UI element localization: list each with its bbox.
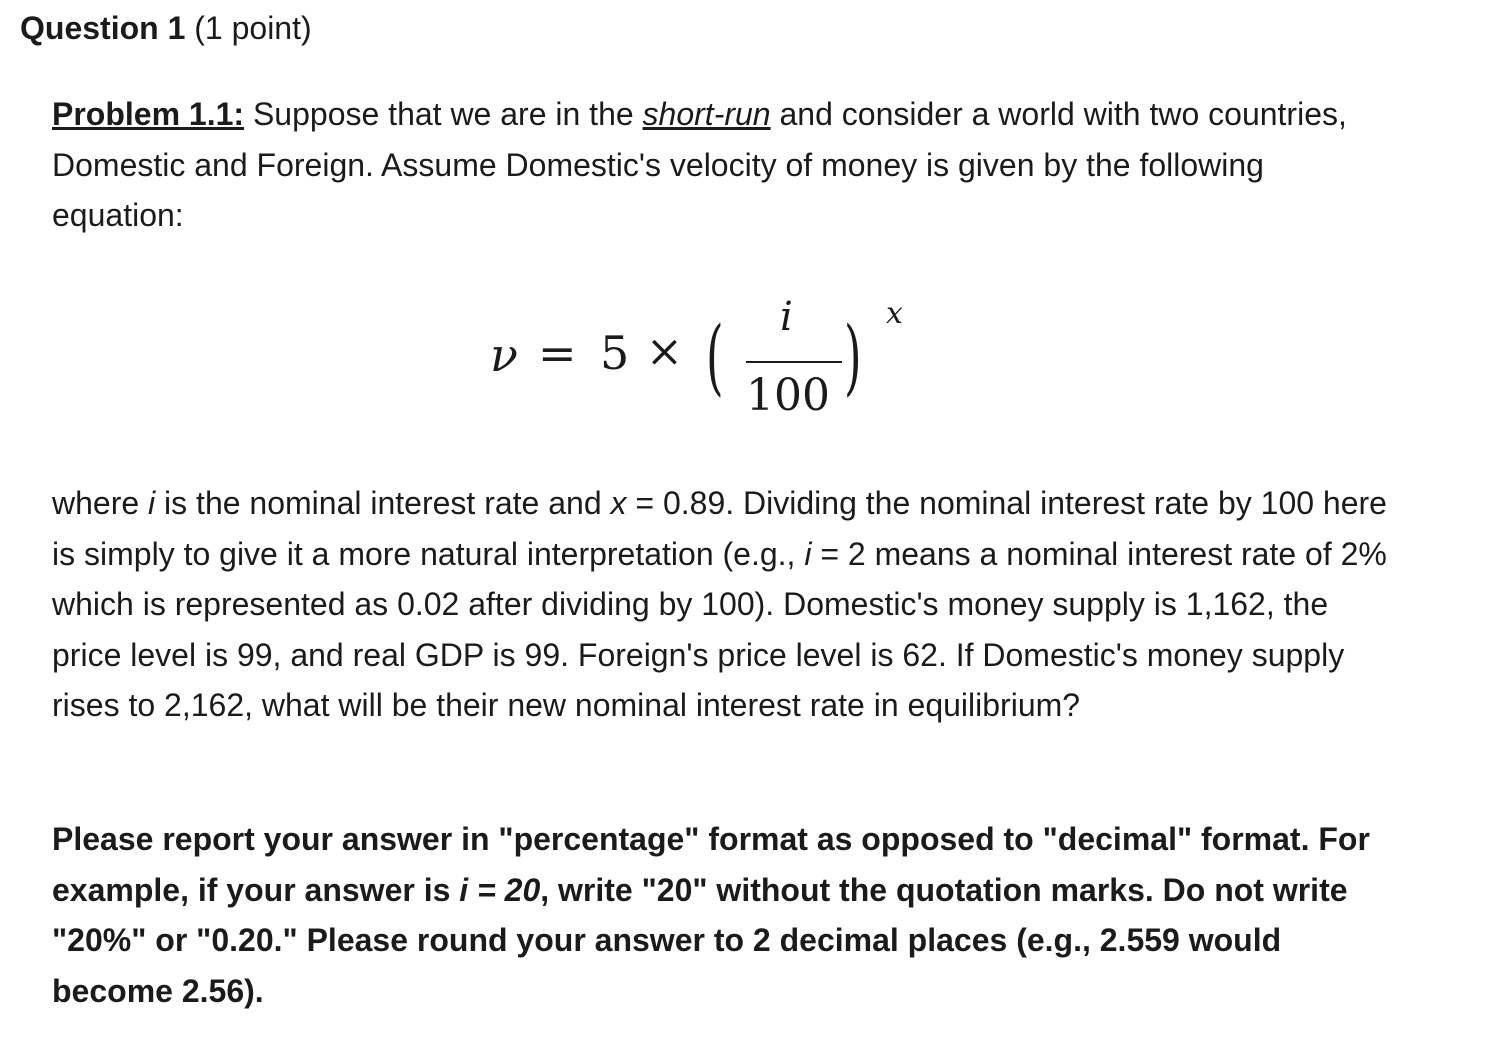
details-text-1: where xyxy=(52,485,149,521)
equation-exponent: x xyxy=(886,296,903,331)
equation-right-paren: ) xyxy=(844,310,862,405)
answer-instructions xyxy=(52,814,1392,1016)
equation-equals: = xyxy=(538,326,577,380)
equation-denominator: 100 xyxy=(746,370,830,421)
equation-fraction-bar xyxy=(746,361,842,363)
variable-i: i xyxy=(148,485,156,521)
intro-text-1: Suppose that we are in the xyxy=(244,96,643,132)
problem-details xyxy=(52,478,1392,731)
problem-label: Problem 1.1: xyxy=(52,96,245,132)
details-text-3: = 0.89. Dividing the nominal interest rate by 100 here is simply to give it a more natural interpretation (e.g., xyxy=(52,485,1387,572)
equation-left-paren: ( xyxy=(706,310,724,405)
equation-lhs: ν xyxy=(490,328,518,382)
equation-coefficient: 5 xyxy=(600,326,630,380)
short-run-term: short-run xyxy=(642,96,771,132)
equation-numerator: i xyxy=(780,294,793,340)
question-header xyxy=(20,8,312,48)
variable-x: x xyxy=(610,485,627,521)
question-points: (1 point) xyxy=(194,10,312,46)
problem-intro xyxy=(52,89,1392,241)
instructions-text-1: Please report your answer in "percentage" format as opposed to "decimal" format. For example, if your answer is xyxy=(52,821,1370,908)
instructions-example: i = 20 xyxy=(459,871,541,908)
variable-i-example: i xyxy=(804,535,812,572)
question-title: Question 1 xyxy=(20,10,186,46)
intro-text-2: and consider a world with two countries, Domestic and Foreign. Assume Domestic's velocity of money is given by the following equation: xyxy=(52,96,1347,233)
equation-times: × xyxy=(646,326,683,377)
details-text-4: = 2 means a nominal interest rate of 2% which is represented as 0.02 after dividing by 100). Domestic's money supply is 1,162, the price level is 99, and real GDP is 99. Foreign's price level is 62. If Domestic's money supply rises to 2,162, what will be their new nominal interest rate in equilibrium? xyxy=(52,535,1387,723)
velocity-equation xyxy=(484,290,924,430)
instructions-text-2: , write "20" without the quotation marks. Do not write "20%" or "0.20." Please round your answer to 2 decimal places (e.g., 2.559 would become 2.56). xyxy=(52,871,1348,1009)
details-text-2: is the nominal interest rate and xyxy=(155,485,611,521)
